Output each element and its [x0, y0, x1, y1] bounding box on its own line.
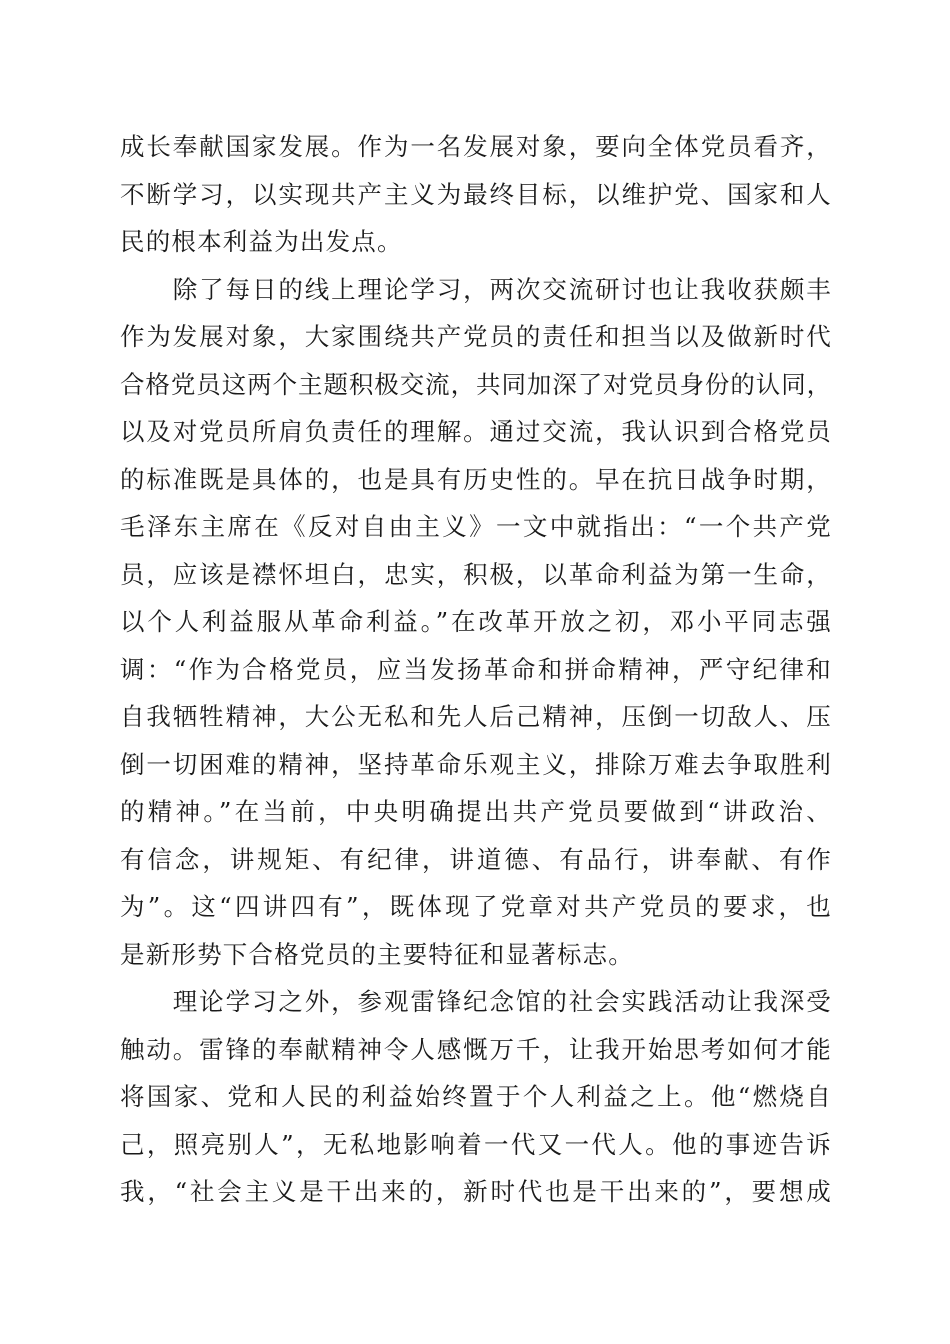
text-line: 的精神。”在当前，中央明确提出共产党员要做到“讲政治、 — [120, 797, 832, 826]
text-line: 己，照亮别人”，无私地影响着一代又一代人。他的事迹告诉 — [120, 1129, 832, 1159]
text-line: 民的根本利益为出发点。 — [120, 227, 403, 256]
text-line: 以及对党员所肩负责任的理解。通过交流，我认识到合格党员 — [120, 417, 832, 446]
text-line: 将国家、党和人民的利益始终置于个人利益之上。他“燃烧自 — [120, 1082, 832, 1111]
text-line: 不断学习，以实现共产主义为最终目标，以维护党、国家和人 — [120, 179, 832, 209]
document-body — [120, 123, 832, 1216]
text-line: 自我牺牲精神，大公无私和先人后己精神，压倒一切敌人、压 — [120, 702, 832, 731]
text-line: 倒一切困难的精神，坚持革命乐观主义，排除万难去争取胜利 — [120, 749, 832, 779]
text-line: 我，“社会主义是干出来的，新时代也是干出来的”，要想成 — [120, 1177, 832, 1206]
text-line: 的标准既是具体的，也是具有历史性的。早在抗日战争时期， — [120, 464, 832, 494]
text-line: 作为发展对象，大家围绕共产党员的责任和担当以及做新时代 — [120, 322, 832, 351]
text-line: 触动。雷锋的奉献精神令人感慨万千，让我开始思考如何才能 — [120, 1034, 832, 1064]
paragraph-3 — [120, 978, 832, 1216]
text-line: 为”。这“四讲四有”，既体现了党章对共产党员的要求，也 — [120, 892, 832, 921]
text-line: 有信念，讲规矩、有纪律，讲道德、有品行，讲奉献、有作 — [120, 844, 832, 874]
text-line: 毛泽东主席在《反对自由主义》一文中就指出：“一个共产党 — [120, 512, 832, 541]
text-line: 合格党员这两个主题积极交流，共同加深了对党员身份的认同， — [120, 369, 832, 399]
text-line: 调：“作为合格党员，应当发扬革命和拼命精神，严守纪律和 — [120, 654, 832, 684]
text-line: 成长奉献国家发展。作为一名发展对象，要向全体党员看齐， — [120, 132, 832, 161]
text-line: 除了每日的线上理论学习，两次交流研讨也让我收获颇丰 — [120, 274, 832, 304]
paragraph-2 — [120, 266, 832, 979]
paragraph-1 — [120, 123, 832, 266]
text-line: 以个人利益服从革命利益。”在改革开放之初，邓小平同志强 — [120, 607, 832, 636]
text-line: 员，应该是襟怀坦白，忠实，积极，以革命利益为第一生命， — [120, 559, 832, 589]
text-line: 是新形势下合格党员的主要特征和显著标志。 — [120, 939, 634, 969]
text-line: 理论学习之外，参观雷锋纪念馆的社会实践活动让我深受 — [120, 987, 832, 1016]
